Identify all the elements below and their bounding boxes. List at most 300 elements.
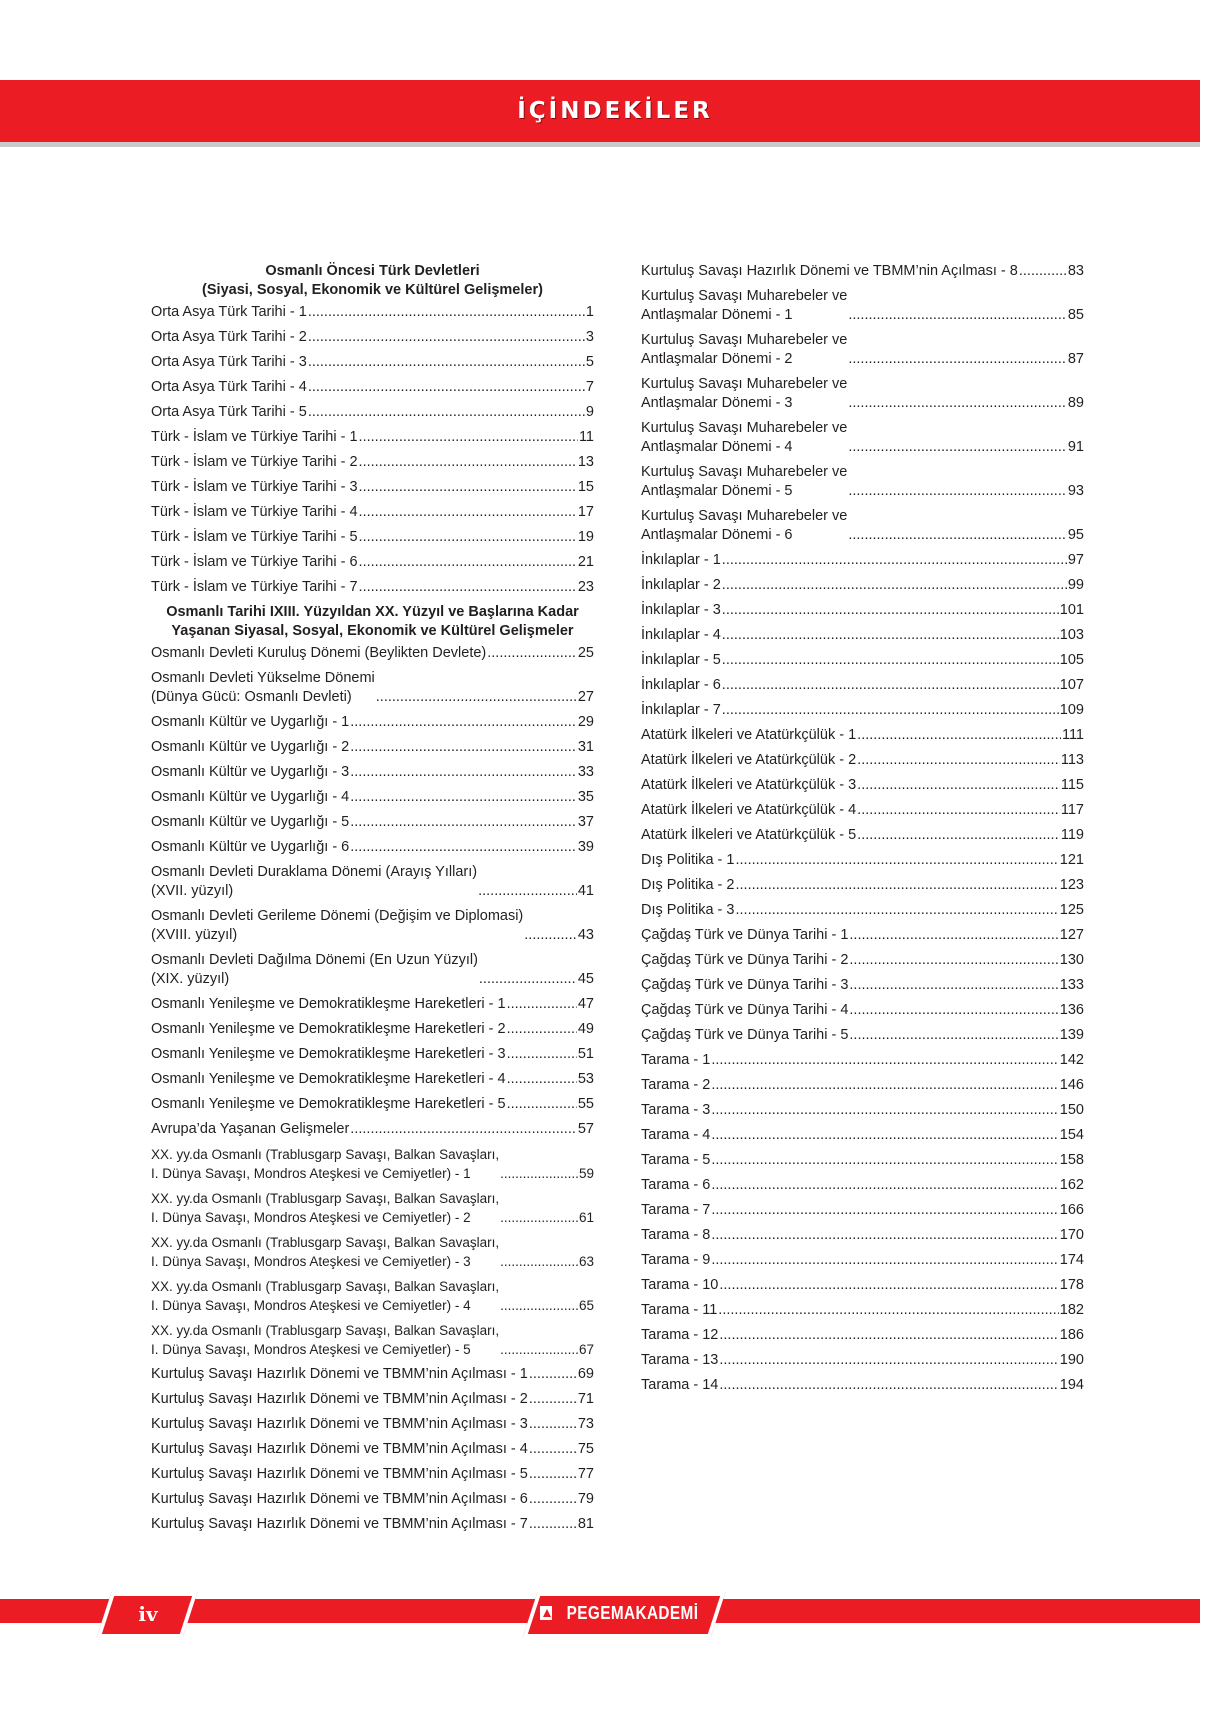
toc-entry[interactable] bbox=[151, 1321, 594, 1359]
pegem-logo-icon bbox=[540, 1606, 552, 1620]
toc-entry-page: 75 bbox=[577, 1441, 594, 1457]
toc-entry-title: Osmanlı Yenileşme ve Demokratikleşme Hareketleri - 1 bbox=[151, 996, 506, 1012]
toc-entry-title: Çağdaş Türk ve Dünya Tarihi - 4 bbox=[641, 1002, 849, 1018]
toc-leader-dots bbox=[719, 1276, 1058, 1295]
toc-leader-dots bbox=[848, 350, 1067, 369]
toc-entry-page: 91 bbox=[1067, 439, 1084, 455]
toc-entry-page: 89 bbox=[1067, 395, 1084, 411]
toc-entry[interactable] bbox=[641, 626, 1084, 645]
toc-leader-dots bbox=[848, 438, 1067, 457]
toc-leader-dots bbox=[849, 926, 1058, 945]
toc-entry-page: 136 bbox=[1059, 1002, 1084, 1018]
toc-entry-title: Türk - İslam ve Türkiye Tarihi - 6 bbox=[151, 554, 358, 570]
toc-entry-title: Tarama - 2 bbox=[641, 1077, 711, 1093]
toc-entry-page: 13 bbox=[577, 454, 594, 470]
toc-entry-page: 142 bbox=[1059, 1052, 1084, 1068]
toc-entry[interactable] bbox=[151, 1020, 594, 1039]
toc-entry[interactable] bbox=[151, 1390, 594, 1409]
toc-leader-dots bbox=[524, 926, 577, 945]
toc-leader-dots bbox=[711, 1251, 1058, 1270]
toc-leader-dots bbox=[529, 1415, 577, 1434]
toc-leader-dots bbox=[507, 1095, 577, 1114]
toc-entry[interactable] bbox=[641, 262, 1084, 281]
toc-leader-dots bbox=[507, 1045, 577, 1064]
toc-entry-page: 146 bbox=[1059, 1077, 1084, 1093]
toc-entry-title: İnkılaplar - 4 bbox=[641, 627, 721, 643]
toc-entry-page: 69 bbox=[577, 1366, 594, 1382]
toc-entry-page: 121 bbox=[1059, 852, 1084, 868]
toc-entry-page: 61 bbox=[578, 1210, 594, 1225]
toc-entry[interactable] bbox=[641, 287, 1084, 325]
toc-entry-title: Osmanlı Yenileşme ve Demokratikleşme Hareketleri - 5 bbox=[151, 1096, 506, 1112]
toc-entry[interactable] bbox=[641, 576, 1084, 595]
toc-entry-page: 127 bbox=[1059, 927, 1084, 943]
toc-entry-title: Avrupa’da Yaşanan Gelişmeler bbox=[151, 1121, 350, 1137]
toc-entry-title: Kurtuluş Savaşı Muharebeler ve Antlaşmalar Dönemi - 3 bbox=[641, 376, 848, 411]
toc-entry-title: Tarama - 7 bbox=[641, 1202, 711, 1218]
toc-entry[interactable] bbox=[641, 1326, 1084, 1345]
toc-leader-dots bbox=[376, 688, 577, 707]
toc-entry-title: Türk - İslam ve Türkiye Tarihi - 1 bbox=[151, 429, 358, 445]
toc-entry[interactable] bbox=[151, 1070, 594, 1089]
toc-entry[interactable] bbox=[151, 378, 594, 397]
toc-leader-dots bbox=[1019, 262, 1067, 281]
toc-entry[interactable] bbox=[641, 1201, 1084, 1220]
toc-leader-dots bbox=[848, 306, 1067, 325]
toc-entry[interactable] bbox=[641, 463, 1084, 501]
toc-entry[interactable] bbox=[151, 428, 594, 447]
toc-leader-dots bbox=[857, 751, 1060, 770]
toc-entry[interactable] bbox=[151, 578, 594, 597]
toc-entry-title: Osmanlı Devleti Yükselme Dönemi (Dünya Gücü: Osmanlı Devleti) bbox=[151, 670, 375, 705]
toc-leader-dots bbox=[359, 578, 577, 597]
toc-entry-title: Çağdaş Türk ve Dünya Tarihi - 1 bbox=[641, 927, 849, 943]
toc-entry-page: 95 bbox=[1067, 527, 1084, 543]
toc-entry-page: 57 bbox=[577, 1121, 594, 1137]
toc-leader-dots bbox=[722, 576, 1067, 595]
toc-leader-dots bbox=[711, 1226, 1058, 1245]
toc-entry-title: Kurtuluş Savaşı Hazırlık Dönemi ve TBMM’nin Açılması - 7 bbox=[151, 1516, 528, 1532]
toc-entry-page: 53 bbox=[577, 1071, 594, 1087]
toc-entry-page: 7 bbox=[585, 379, 594, 395]
toc-entry-page: 186 bbox=[1059, 1327, 1084, 1343]
toc-entry-title: Tarama - 10 bbox=[641, 1277, 719, 1293]
toc-entry-title: Tarama - 14 bbox=[641, 1377, 719, 1393]
toc-entry-page: 73 bbox=[577, 1416, 594, 1432]
toc-entry-page: 43 bbox=[577, 927, 594, 943]
toc-entry[interactable] bbox=[641, 801, 1084, 820]
toc-leader-dots bbox=[500, 1340, 578, 1359]
toc-leader-dots bbox=[735, 851, 1058, 870]
toc-entry-page: 63 bbox=[578, 1254, 594, 1269]
toc-entry-page: 133 bbox=[1059, 977, 1084, 993]
toc-entry-title: Osmanlı Yenileşme ve Demokratikleşme Hareketleri - 2 bbox=[151, 1021, 506, 1037]
toc-entry[interactable] bbox=[151, 553, 594, 572]
toc-entry[interactable] bbox=[641, 676, 1084, 695]
toc-entry[interactable] bbox=[151, 644, 594, 663]
toc-entry-page: 158 bbox=[1059, 1152, 1084, 1168]
toc-entry-page: 103 bbox=[1059, 627, 1084, 643]
toc-entry-page: 93 bbox=[1067, 483, 1084, 499]
toc-leader-dots bbox=[848, 394, 1067, 413]
toc-leader-dots bbox=[849, 1026, 1058, 1045]
toc-leader-dots bbox=[849, 951, 1058, 970]
toc-entry-title: XX. yy.da Osmanlı (Trablusgarp Savaşı, Balkan Savaşları, I. Dünya Savaşı, Mondros Ateşkesi ve Cemiyetler) - 1 bbox=[151, 1147, 500, 1181]
toc-leader-dots bbox=[308, 353, 585, 372]
toc-entry-page: 130 bbox=[1059, 952, 1084, 968]
toc-entry-title: XX. yy.da Osmanlı (Trablusgarp Savaşı, Balkan Savaşları, I. Dünya Savaşı, Mondros Ateşkesi ve Cemiyetler) - 5 bbox=[151, 1323, 500, 1357]
toc-leader-dots bbox=[722, 676, 1059, 695]
toc-entry-page: 19 bbox=[577, 529, 594, 545]
toc-entry-page: 81 bbox=[577, 1516, 594, 1532]
toc-entry[interactable] bbox=[641, 1026, 1084, 1045]
toc-leader-dots bbox=[350, 813, 577, 832]
toc-entry[interactable] bbox=[641, 976, 1084, 995]
toc-entry-page: 162 bbox=[1059, 1177, 1084, 1193]
toc-leader-dots bbox=[350, 1120, 577, 1139]
toc-entry-title: Tarama - 8 bbox=[641, 1227, 711, 1243]
toc-entry-page: 55 bbox=[577, 1096, 594, 1112]
toc-entry-page: 9 bbox=[585, 404, 594, 420]
toc-entry-title: Kurtuluş Savaşı Muharebeler ve Antlaşmalar Dönemi - 2 bbox=[641, 332, 848, 367]
toc-entry[interactable] bbox=[641, 1051, 1084, 1070]
toc-entry-title: Orta Asya Türk Tarihi - 4 bbox=[151, 379, 307, 395]
toc-leader-dots bbox=[308, 328, 585, 347]
toc-entry-page: 87 bbox=[1067, 351, 1084, 367]
toc-entry-title: Tarama - 13 bbox=[641, 1352, 719, 1368]
toc-entry[interactable] bbox=[641, 419, 1084, 457]
toc-entry-page: 23 bbox=[577, 579, 594, 595]
toc-entry-page: 83 bbox=[1067, 263, 1084, 279]
toc-entry-page: 11 bbox=[578, 429, 594, 445]
toc-entry-title: Türk - İslam ve Türkiye Tarihi - 7 bbox=[151, 579, 358, 595]
toc-entry-title: Osmanlı Kültür ve Uygarlığı - 5 bbox=[151, 814, 350, 830]
toc-entry-title: Kurtuluş Savaşı Hazırlık Dönemi ve TBMM’nin Açılması - 8 bbox=[641, 263, 1018, 279]
toc-entry[interactable] bbox=[641, 1076, 1084, 1095]
toc-entry[interactable] bbox=[641, 951, 1084, 970]
toc-entry-page: 99 bbox=[1067, 577, 1084, 593]
toc-leader-dots bbox=[711, 1101, 1058, 1120]
toc-leader-dots bbox=[857, 726, 1061, 745]
toc-entry-page: 166 bbox=[1059, 1202, 1084, 1218]
toc-entry-title: Tarama - 9 bbox=[641, 1252, 711, 1268]
toc-entry-page: 39 bbox=[577, 839, 594, 855]
toc-entry[interactable] bbox=[151, 1189, 594, 1227]
toc-leader-dots bbox=[359, 453, 577, 472]
toc-entry-page: 17 bbox=[577, 504, 594, 520]
toc-entry[interactable] bbox=[151, 788, 594, 807]
toc-entry[interactable] bbox=[151, 303, 594, 322]
toc-entry-title: Osmanlı Kültür ve Uygarlığı - 4 bbox=[151, 789, 350, 805]
toc-leader-dots bbox=[507, 1020, 577, 1039]
toc-entry[interactable] bbox=[151, 1277, 594, 1315]
toc-entry[interactable] bbox=[641, 331, 1084, 369]
page-number: iv bbox=[138, 1602, 158, 1626]
toc-entry-page: 29 bbox=[577, 714, 594, 730]
toc-entry-title: Tarama - 1 bbox=[641, 1052, 711, 1068]
toc-entry-page: 105 bbox=[1059, 652, 1084, 668]
toc-entry-page: 178 bbox=[1059, 1277, 1084, 1293]
toc-entry-title: Kurtuluş Savaşı Hazırlık Dönemi ve TBMM’nin Açılması - 5 bbox=[151, 1466, 528, 1482]
toc-entry[interactable] bbox=[641, 876, 1084, 895]
toc-entry-title: Osmanlı Devleti Gerileme Dönemi (Değişim ve Diplomasi) (XVIII. yüzyıl) bbox=[151, 908, 524, 943]
toc-entry-title: Çağdaş Türk ve Dünya Tarihi - 3 bbox=[641, 977, 849, 993]
toc-entry[interactable] bbox=[641, 1151, 1084, 1170]
toc-entry[interactable] bbox=[641, 1351, 1084, 1370]
toc-leader-dots bbox=[722, 701, 1059, 720]
toc-leader-dots bbox=[848, 482, 1067, 501]
toc-entry[interactable] bbox=[641, 1126, 1084, 1145]
toc-entry-page: 79 bbox=[577, 1491, 594, 1507]
toc-entry[interactable] bbox=[151, 1095, 594, 1114]
toc-entry-page: 3 bbox=[585, 329, 594, 345]
toc-entry[interactable] bbox=[151, 1233, 594, 1271]
toc-entry-page: 59 bbox=[578, 1166, 594, 1181]
toc-leader-dots bbox=[500, 1164, 578, 1183]
toc-entry-title: Kurtuluş Savaşı Muharebeler ve Antlaşmalar Dönemi - 6 bbox=[641, 508, 848, 543]
toc-entry-page: 85 bbox=[1067, 307, 1084, 323]
toc-entry[interactable] bbox=[641, 826, 1084, 845]
toc-leader-dots bbox=[500, 1296, 578, 1315]
toc-entry[interactable] bbox=[151, 1045, 594, 1064]
toc-entry-page: 113 bbox=[1060, 752, 1084, 768]
toc-entry[interactable] bbox=[151, 1440, 594, 1459]
toc-entry-page: 33 bbox=[577, 764, 594, 780]
toc-entry[interactable] bbox=[151, 1465, 594, 1484]
toc-entry-page: 190 bbox=[1059, 1352, 1084, 1368]
toc-entry[interactable] bbox=[641, 926, 1084, 945]
toc-entry-title: Kurtuluş Savaşı Hazırlık Dönemi ve TBMM’nin Açılması - 4 bbox=[151, 1441, 528, 1457]
toc-entry-title: XX. yy.da Osmanlı (Trablusgarp Savaşı, Balkan Savaşları, I. Dünya Savaşı, Mondros Ateşkesi ve Cemiyetler) - 2 bbox=[151, 1191, 500, 1225]
toc-leader-dots bbox=[722, 626, 1059, 645]
toc-entry[interactable] bbox=[151, 951, 594, 989]
toc-leader-dots bbox=[848, 526, 1067, 545]
toc-leader-dots bbox=[711, 1051, 1058, 1070]
toc-entry[interactable] bbox=[641, 1276, 1084, 1295]
toc-leader-dots bbox=[359, 428, 578, 447]
toc-entry[interactable] bbox=[151, 1490, 594, 1509]
toc-entry-title: Türk - İslam ve Türkiye Tarihi - 2 bbox=[151, 454, 358, 470]
toc-entry-title: Çağdaş Türk ve Dünya Tarihi - 5 bbox=[641, 1027, 849, 1043]
toc-leader-dots bbox=[350, 788, 577, 807]
toc-leader-dots bbox=[719, 1326, 1058, 1345]
toc-entry[interactable] bbox=[151, 328, 594, 347]
toc-entry-title: Dış Politika - 2 bbox=[641, 877, 735, 893]
toc-entry-title: Kurtuluş Savaşı Hazırlık Dönemi ve TBMM’nin Açılması - 6 bbox=[151, 1491, 528, 1507]
toc-entry-title: Orta Asya Türk Tarihi - 2 bbox=[151, 329, 307, 345]
toc-leader-dots bbox=[711, 1176, 1058, 1195]
toc-entry[interactable] bbox=[151, 669, 594, 707]
page-title: İÇİNDEKİLER bbox=[517, 98, 713, 124]
toc-entry[interactable] bbox=[151, 528, 594, 547]
toc-entry[interactable] bbox=[151, 353, 594, 372]
toc-entry-page: 123 bbox=[1059, 877, 1084, 893]
toc-leader-dots bbox=[359, 503, 577, 522]
toc-leader-dots bbox=[719, 1376, 1058, 1395]
toc-entry[interactable] bbox=[151, 813, 594, 832]
toc-leader-dots bbox=[711, 1076, 1058, 1095]
toc-entry-title: Atatürk İlkeleri ve Atatürkçülük - 2 bbox=[641, 752, 857, 768]
toc-leader-dots bbox=[359, 478, 577, 497]
toc-leader-dots bbox=[478, 882, 577, 901]
toc-entry-title: Tarama - 12 bbox=[641, 1327, 719, 1343]
toc-entry-page: 51 bbox=[577, 1046, 594, 1062]
toc-entry-title: Atatürk İlkeleri ve Atatürkçülük - 3 bbox=[641, 777, 857, 793]
toc-entry-title: XX. yy.da Osmanlı (Trablusgarp Savaşı, Balkan Savaşları, I. Dünya Savaşı, Mondros Ateşkesi ve Cemiyetler) - 3 bbox=[151, 1235, 500, 1269]
toc-entry-page: 109 bbox=[1059, 702, 1084, 718]
toc-entry[interactable] bbox=[151, 1120, 594, 1139]
toc-entry[interactable] bbox=[151, 453, 594, 472]
toc-entry[interactable] bbox=[151, 907, 594, 945]
toc-entry-title: Kurtuluş Savaşı Muharebeler ve Antlaşmalar Dönemi - 1 bbox=[641, 288, 848, 323]
toc-entry-page: 27 bbox=[577, 689, 594, 705]
publisher-logo bbox=[540, 1598, 710, 1628]
toc-entry[interactable] bbox=[641, 375, 1084, 413]
toc-entry-page: 1 bbox=[585, 304, 594, 320]
toc-leader-dots bbox=[308, 403, 585, 422]
toc-entry-page: 25 bbox=[577, 645, 594, 661]
toc-entry[interactable] bbox=[151, 1145, 594, 1183]
toc-entry-title: Osmanlı Kültür ve Uygarlığı - 6 bbox=[151, 839, 350, 855]
toc-entry-page: 31 bbox=[577, 739, 594, 755]
toc-leader-dots bbox=[308, 303, 585, 322]
toc-entry[interactable] bbox=[641, 901, 1084, 920]
toc-entry-page: 45 bbox=[577, 971, 594, 987]
toc-leader-dots bbox=[719, 1351, 1058, 1370]
toc-entry[interactable] bbox=[151, 763, 594, 782]
toc-entry-title: Kurtuluş Savaşı Hazırlık Dönemi ve TBMM’nin Açılması - 3 bbox=[151, 1416, 528, 1432]
toc-entry[interactable] bbox=[151, 713, 594, 732]
toc-entry[interactable] bbox=[641, 1101, 1084, 1120]
toc-entry-title: Osmanlı Kültür ve Uygarlığı - 2 bbox=[151, 739, 350, 755]
toc-entry[interactable] bbox=[641, 701, 1084, 720]
toc-entry-title: Tarama - 5 bbox=[641, 1152, 711, 1168]
toc-leader-dots bbox=[722, 551, 1067, 570]
toc-entry-page: 77 bbox=[577, 1466, 594, 1482]
toc-entry-title: Türk - İslam ve Türkiye Tarihi - 3 bbox=[151, 479, 358, 495]
toc-leader-dots bbox=[507, 1070, 577, 1089]
toc-entry[interactable] bbox=[641, 776, 1084, 795]
toc-entry-title: Osmanlı Yenileşme ve Demokratikleşme Hareketleri - 4 bbox=[151, 1071, 506, 1087]
toc-entry-page: 194 bbox=[1059, 1377, 1084, 1393]
toc-entry-title: Atatürk İlkeleri ve Atatürkçülük - 5 bbox=[641, 827, 857, 843]
toc-entry[interactable] bbox=[151, 738, 594, 757]
toc-entry[interactable] bbox=[641, 726, 1084, 745]
toc-entry[interactable] bbox=[151, 863, 594, 901]
toc-entry[interactable] bbox=[151, 503, 594, 522]
toc-entry-page: 154 bbox=[1059, 1127, 1084, 1143]
toc-entry-title: Orta Asya Türk Tarihi - 5 bbox=[151, 404, 307, 420]
toc-entry-page: 37 bbox=[577, 814, 594, 830]
toc-entry-page: 5 bbox=[585, 354, 594, 370]
toc-entry[interactable] bbox=[151, 1415, 594, 1434]
toc-entry-title: Osmanlı Devleti Duraklama Dönemi (Arayış Yılları) (XVII. yüzyıl) bbox=[151, 864, 478, 899]
toc-leader-dots bbox=[359, 553, 577, 572]
toc-section-heading: Osmanlı Tarihi IXIII. Yüzyıldan XX. Yüzyıl ve Başlarına Kadar Yaşanan Siyasal, Sosyal, Ekonomik ve Kültürel Gelişmeler bbox=[166, 604, 579, 639]
toc-leader-dots bbox=[350, 763, 577, 782]
toc-entry-title: Osmanlı Devleti Kuruluş Dönemi (Beylikten Devlete) bbox=[151, 645, 487, 661]
toc-right-column bbox=[641, 262, 1084, 1401]
toc-entry-title: XX. yy.da Osmanlı (Trablusgarp Savaşı, Balkan Savaşları, I. Dünya Savaşı, Mondros Ateşkesi ve Cemiyetler) - 4 bbox=[151, 1279, 500, 1313]
toc-entry[interactable] bbox=[151, 403, 594, 422]
toc-entry-page: 35 bbox=[577, 789, 594, 805]
toc-entry[interactable] bbox=[641, 851, 1084, 870]
toc-leader-dots bbox=[735, 901, 1058, 920]
toc-entry[interactable] bbox=[641, 1001, 1084, 1020]
toc-entry[interactable] bbox=[151, 1365, 594, 1384]
toc-entry-title: İnkılaplar - 1 bbox=[641, 552, 721, 568]
toc-leader-dots bbox=[350, 838, 577, 857]
toc-entry[interactable] bbox=[641, 551, 1084, 570]
toc-entry[interactable] bbox=[641, 1176, 1084, 1195]
toc-entry[interactable] bbox=[151, 1515, 594, 1534]
toc-entry-page: 47 bbox=[577, 996, 594, 1012]
toc-leader-dots bbox=[857, 826, 1060, 845]
toc-entry-page: 21 bbox=[577, 554, 594, 570]
toc-entry[interactable] bbox=[641, 507, 1084, 545]
toc-entry[interactable] bbox=[641, 1301, 1084, 1320]
toc-leader-dots bbox=[529, 1515, 577, 1534]
toc-entry-title: Atatürk İlkeleri ve Atatürkçülük - 1 bbox=[641, 727, 857, 743]
toc-leader-dots bbox=[529, 1365, 577, 1384]
toc-entry-page: 111 bbox=[1061, 727, 1084, 743]
toc-leader-dots bbox=[529, 1440, 577, 1459]
toc-entry[interactable] bbox=[641, 1376, 1084, 1395]
toc-entry-title: Çağdaş Türk ve Dünya Tarihi - 2 bbox=[641, 952, 849, 968]
toc-entry[interactable] bbox=[151, 478, 594, 497]
toc-entry-title: Tarama - 3 bbox=[641, 1102, 711, 1118]
toc-entry[interactable] bbox=[641, 751, 1084, 770]
toc-entry-title: Kurtuluş Savaşı Hazırlık Dönemi ve TBMM’nin Açılması - 1 bbox=[151, 1366, 528, 1382]
toc-entry[interactable] bbox=[151, 995, 594, 1014]
toc-entry-title: Türk - İslam ve Türkiye Tarihi - 4 bbox=[151, 504, 358, 520]
toc-entry-title: Orta Asya Türk Tarihi - 1 bbox=[151, 304, 307, 320]
toc-leader-dots bbox=[722, 651, 1059, 670]
toc-leader-dots bbox=[857, 776, 1060, 795]
toc-entry-page: 182 bbox=[1059, 1302, 1084, 1318]
toc-entry-title: İnkılaplar - 6 bbox=[641, 677, 721, 693]
toc-entry-title: İnkılaplar - 5 bbox=[641, 652, 721, 668]
toc-leader-dots bbox=[359, 528, 577, 547]
header-bar bbox=[0, 80, 1200, 147]
toc-entry-title: Kurtuluş Savaşı Hazırlık Dönemi ve TBMM’nin Açılması - 2 bbox=[151, 1391, 528, 1407]
toc-entry-title: Tarama - 4 bbox=[641, 1127, 711, 1143]
toc-entry[interactable] bbox=[151, 838, 594, 857]
toc-left-column bbox=[151, 262, 594, 1540]
toc-entry-page: 139 bbox=[1059, 1027, 1084, 1043]
toc-entry[interactable] bbox=[641, 601, 1084, 620]
toc-entry[interactable] bbox=[641, 651, 1084, 670]
toc-entry-title: Kurtuluş Savaşı Muharebeler ve Antlaşmalar Dönemi - 4 bbox=[641, 420, 848, 455]
toc-entry-title: Orta Asya Türk Tarihi - 3 bbox=[151, 354, 307, 370]
toc-entry-title: İnkılaplar - 7 bbox=[641, 702, 721, 718]
toc-leader-dots bbox=[308, 378, 585, 397]
toc-entry-title: Osmanlı Yenileşme ve Demokratikleşme Hareketleri - 3 bbox=[151, 1046, 506, 1062]
toc-entry-title: Tarama - 6 bbox=[641, 1177, 711, 1193]
toc-entry-title: Türk - İslam ve Türkiye Tarihi - 5 bbox=[151, 529, 358, 545]
toc-entry[interactable] bbox=[641, 1251, 1084, 1270]
toc-entry[interactable] bbox=[641, 1226, 1084, 1245]
toc-entry-page: 174 bbox=[1059, 1252, 1084, 1268]
toc-entry-title: Osmanlı Devleti Dağılma Dönemi (En Uzun Yüzyıl) (XIX. yüzyıl) bbox=[151, 952, 478, 987]
toc-section-heading: Osmanlı Öncesi Türk Devletleri (Siyasi, Sosyal, Ekonomik ve Kültürel Gelişmeler) bbox=[202, 263, 543, 298]
toc-entry-title: Atatürk İlkeleri ve Atatürkçülük - 4 bbox=[641, 802, 857, 818]
toc-leader-dots bbox=[529, 1490, 577, 1509]
toc-entry-page: 67 bbox=[578, 1342, 594, 1357]
toc-entry-page: 71 bbox=[577, 1391, 594, 1407]
toc-entry-title: Osmanlı Kültür ve Uygarlığı - 3 bbox=[151, 764, 350, 780]
toc-leader-dots bbox=[711, 1201, 1058, 1220]
